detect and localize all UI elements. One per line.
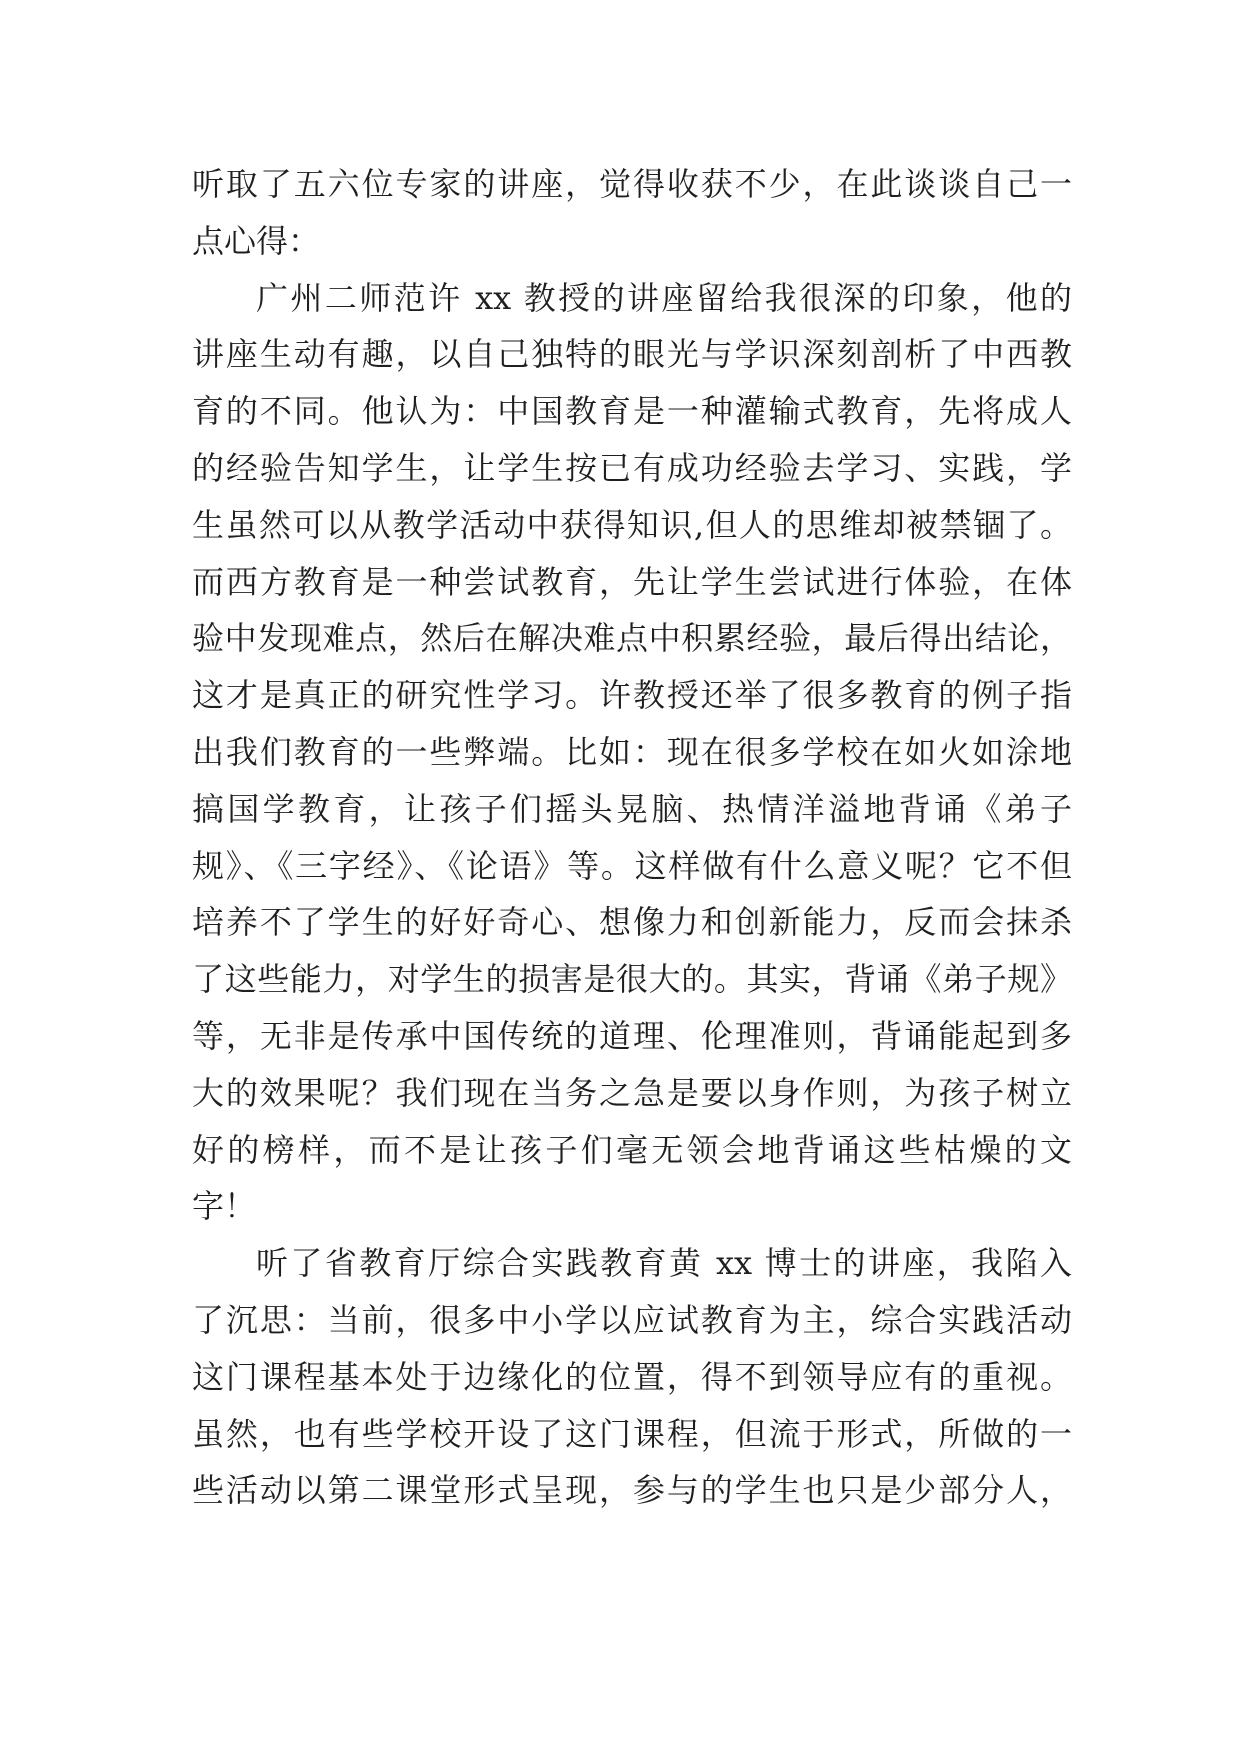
text-line: 些活动以第二课堂形式呈现，参与的学生也只是少部分人， <box>192 1471 1072 1510</box>
paragraph-start-line: 听了省教育厅综合实践教育黄 xx 博士的讲座，我陷入 <box>256 1244 1072 1283</box>
document-body <box>192 156 1072 1519</box>
text-line: 这门课程基本处于边缘化的位置，得不到领导应有的重视。 <box>192 1357 1072 1396</box>
text-line: 出我们教育的一些弊端。比如：现在很多学校在如火如涂地 <box>192 732 1072 771</box>
text-line: 育的不同。他认为：中国教育是一种灌输式教育，先将成人 <box>192 392 1072 431</box>
text-line: 虽然，也有些学校开设了这门课程，但流于形式，所做的一 <box>192 1414 1072 1453</box>
text-line: 而西方教育是一种尝试教育，先让学生尝试进行体验，在体 <box>192 562 1072 601</box>
paragraph-start-line: 广州二师范许 xx 教授的讲座留给我很深的印象，他的 <box>256 278 1072 317</box>
text-line: 这才是真正的研究性学习。许教授还举了很多教育的例子指 <box>192 676 1072 715</box>
text-line: 培养不了学生的好好奇心、想像力和创新能力，反而会抹杀 <box>192 903 1072 942</box>
text-line: 字！ <box>192 1187 257 1226</box>
text-line: 规》、《三字经》、《论语》等。这样做有什么意义呢？它不但 <box>192 846 1072 885</box>
text-line: 了沉思：当前，很多中小学以应试教育为主，综合实践活动 <box>192 1300 1072 1339</box>
text-line: 听取了五六位专家的讲座，觉得收获不少，在此谈谈自己一 <box>192 165 1072 203</box>
text-line: 等，无非是传承中国传统的道理、伦理准则，背诵能起到多 <box>192 1016 1072 1055</box>
text-line: 生虽然可以从教学活动中获得知识,但人的思维却被禁锢了。 <box>192 505 1072 544</box>
text-line: 讲座生动有趣，以自己独特的眼光与学识深刻剖析了中西教 <box>192 335 1072 374</box>
text-line: 点心得： <box>192 221 321 260</box>
text-line: 搞国学教育，让孩子们摇头晃脑、热情洋溢地背诵《弟子 <box>192 789 1072 828</box>
text-line: 验中发现难点，然后在解决难点中积累经验，最后得出结论， <box>192 619 1072 658</box>
text-line: 了这些能力，对学生的损害是很大的。其实，背诵《弟子规》 <box>192 960 1072 999</box>
text-line: 的经验告知学生，让学生按已有成功经验去学习、实践，学 <box>192 448 1072 487</box>
text-line: 好的榜样，而不是让孩子们毫无领会地背诵这些枯燥的文 <box>192 1130 1072 1169</box>
text-line: 大的效果呢？我们现在当务之急是要以身作则，为孩子树立 <box>192 1073 1072 1112</box>
